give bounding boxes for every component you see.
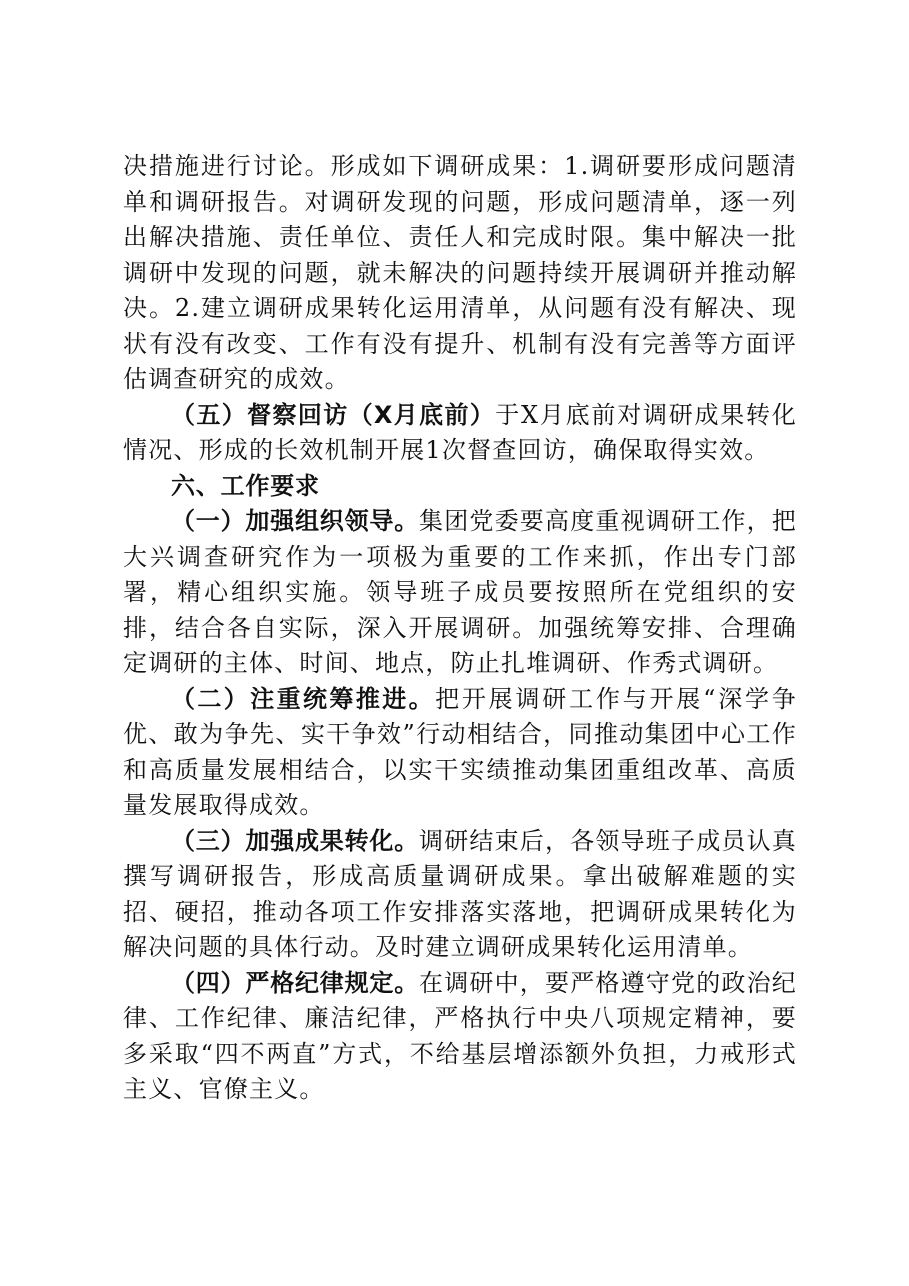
paragraph-coordinated-advancement bbox=[123, 682, 797, 824]
document-body bbox=[123, 149, 797, 1108]
paragraph-lead: （五）督察回访（X月底前） bbox=[171, 400, 496, 429]
paragraph-text: 于X月底前对调研成果转化情况、形成的长效机制开展1次督查回访，确保取得实效。 bbox=[123, 400, 797, 464]
paragraph-lead: （四）严格纪律规定。 bbox=[171, 968, 419, 997]
paragraph-lead: （二）注重统筹推进。 bbox=[171, 684, 436, 713]
paragraph-supervision-revisit bbox=[123, 398, 797, 469]
paragraph-text: 集团党委要高度重视调研工作，把大兴调查研究作为一项极为重要的工作来抓，作出专门部署，精心组织实施。领导班子成员要按照所在党组织的安排，结合各自实际，深入开展调研。加强统筹安排、合理确定调研的主体、时间、地点，防止扎堆调研、作秀式调研。 bbox=[123, 507, 797, 677]
paragraph-text: 把开展调研工作与开展“深学争优、敢为争先、实干争效”行动相结合，同推动集团中心工作和高质量发展相结合，以实干实绩推动集团重组改革、高质量发展取得成效。 bbox=[123, 684, 798, 819]
paragraph-text: 在调研中，要严格遵守党的政治纪律、工作纪律、廉洁纪律，严格执行中央八项规定精神，要多采取“四不两直”方式，不给基层增添额外负担，力戒形式主义、官僚主义。 bbox=[123, 968, 797, 1103]
paragraph-lead: （三）加强成果转化。 bbox=[171, 826, 419, 855]
paragraph-lead: （一）加强组织领导。 bbox=[171, 507, 419, 535]
paragraph-discipline-rules bbox=[123, 966, 797, 1108]
paragraph-research-results bbox=[123, 149, 797, 398]
paragraph-organization-leadership bbox=[123, 504, 797, 682]
paragraph-text: 决措施进行讨论。形成如下调研成果：1.调研要形成问题清单和调研报告。对调研发现的问题，形成问题清单，逐一列出解决措施、责任单位、责任人和完成时限。集中解决一批调研中发现的问题，就未解决的问题持续开展调研并推动解决。2.建立调研成果转化运用清单，从问题有没有解决、现状有没有改变、工作有没有提升、机制有没有完善等方面评估调查研究的成效。 bbox=[123, 152, 797, 393]
section-heading-work-requirements: 六、工作要求 bbox=[171, 471, 320, 500]
paragraph-results-transformation bbox=[123, 824, 797, 966]
paragraph-text: 调研结束后，各领导班子成员认真撰写调研报告，形成高质量调研成果。拿出破解难题的实招、硬招，推动各项工作安排落实落地，把调研成果转化为解决问题的具体行动。及时建立调研成果转化运用清单。 bbox=[123, 826, 797, 961]
